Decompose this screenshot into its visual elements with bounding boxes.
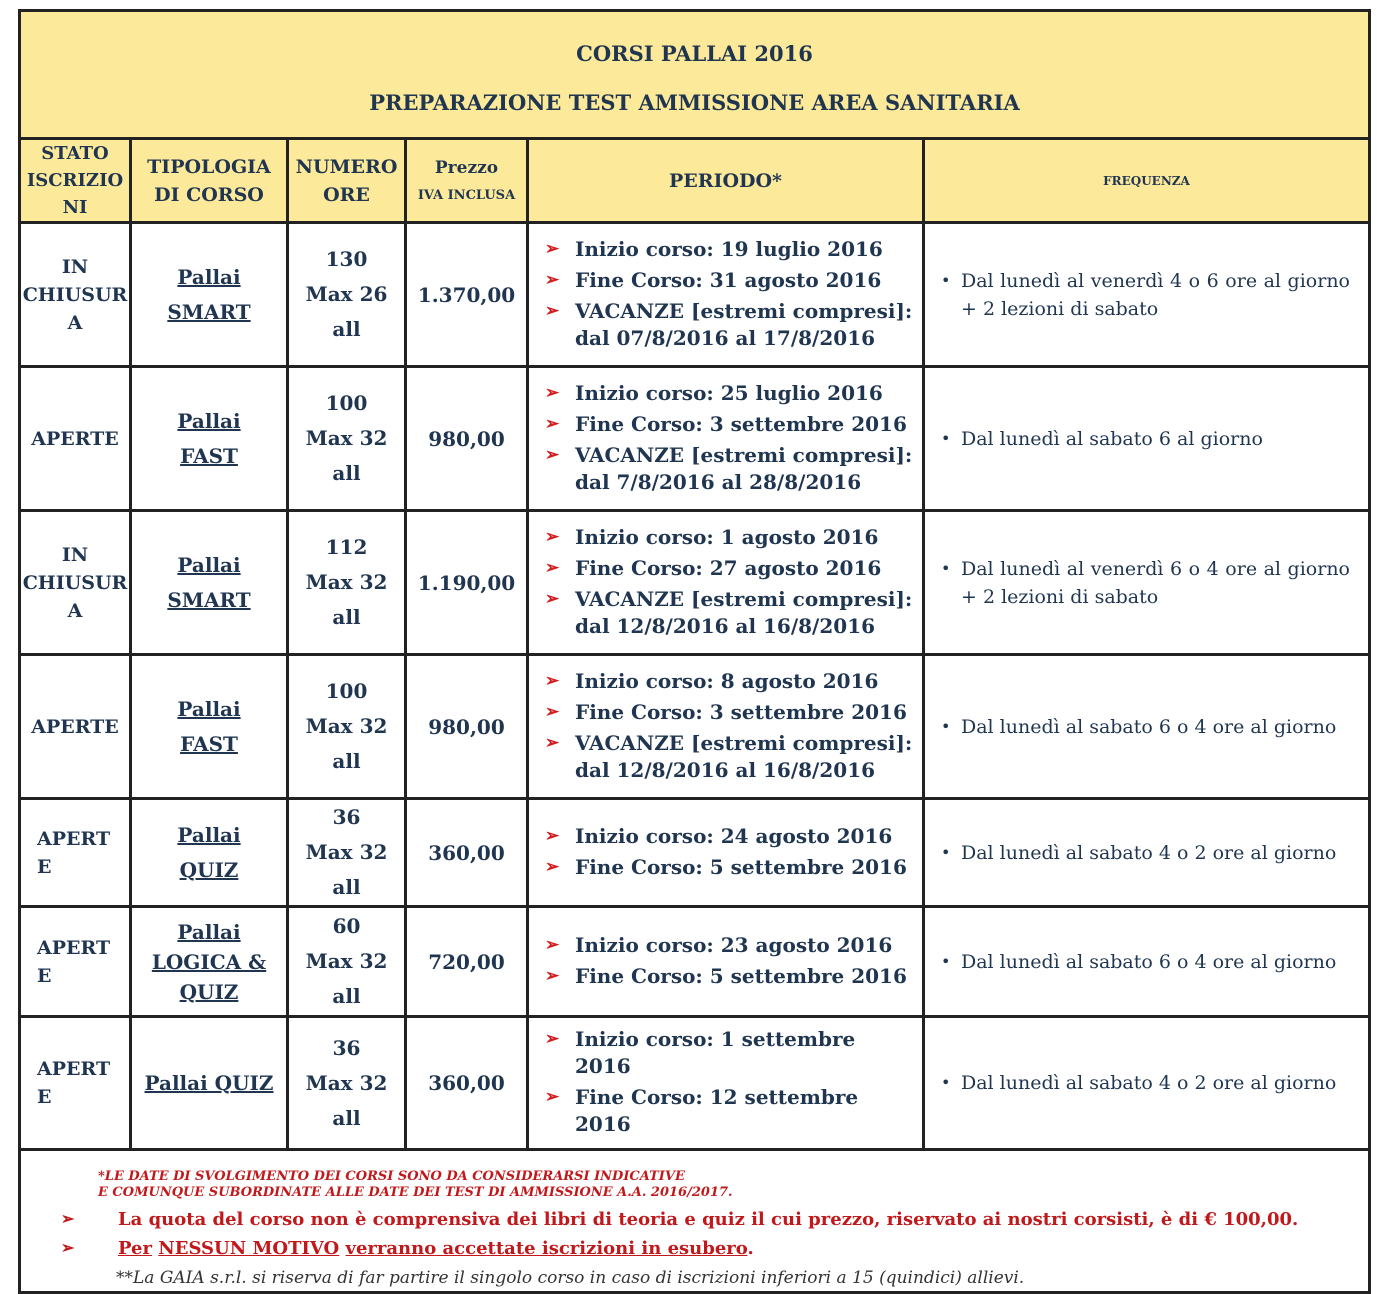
arrow-right-icon: ➢ xyxy=(545,856,560,877)
arrow-right-icon: ➢ xyxy=(61,1238,75,1257)
ore-cell: 60 Max 32 all xyxy=(288,907,406,1017)
page-title: CORSI PALLAI 2016 xyxy=(576,40,813,66)
table-row xyxy=(20,1017,1370,1150)
tipologia-cell[interactable]: Pallai LOGICA & QUIZ xyxy=(131,907,288,1017)
books-note: ➢ La quota del corso non è comprensiva dei libri di teoria e quiz il cui prezzo, riservato ai nostri corsisti, è di € 100,00. xyxy=(61,1209,1299,1230)
frequenza-cell: • Dal lunedì al sabato 6 o 4 ore al giorno xyxy=(924,907,1370,1017)
stato-cell: APERT E xyxy=(20,799,131,907)
arrow-right-icon: ➢ xyxy=(545,444,560,465)
table-row xyxy=(20,655,1370,799)
arrow-right-icon: ➢ xyxy=(545,934,560,955)
periodo-cell: ➢ Inizio corso: 24 agosto 2016 ➢ Fine Corso: 5 settembre 2016 xyxy=(528,799,924,907)
title-banner xyxy=(20,11,1370,139)
bullet-icon: • xyxy=(941,716,951,736)
arrow-right-icon: ➢ xyxy=(545,1029,560,1049)
courses-table xyxy=(18,9,1371,1294)
dates-disclaimer-continued: E COMUNQUE SUBORDINATE ALLE DATE DEI TEST DI AMMISSIONE A.A. 2016/2017. xyxy=(98,1185,733,1200)
periodo-cell: ➢ Inizio corso: 1 settembre 2016 ➢ Fine Corso: 12 settembre 2016 xyxy=(528,1017,924,1150)
arrow-right-icon: ➢ xyxy=(545,965,560,986)
stato-cell: APERT E xyxy=(20,1017,131,1150)
header-periodo: PERIODO* xyxy=(528,139,924,223)
periodo-cell: ➢ Inizio corso: 23 agosto 2016 ➢ Fine Corso: 5 settembre 2016 xyxy=(528,907,924,1017)
frequenza-cell: • Dal lunedì al venerdì 6 o 4 ore al giorno + 2 lezioni di sabato xyxy=(924,511,1370,655)
ore-cell: 36 Max 32 all xyxy=(288,1017,406,1150)
table-row xyxy=(20,367,1370,511)
frequenza-cell: • Dal lunedì al sabato 6 al giorno xyxy=(924,367,1370,511)
table-row xyxy=(20,799,1370,907)
table-header-row xyxy=(20,139,1370,223)
arrow-right-icon: ➢ xyxy=(545,382,560,403)
table-row xyxy=(20,907,1370,1017)
prezzo-cell: 720,00 xyxy=(406,907,528,1017)
tipologia-cell[interactable]: Pallai SMART xyxy=(131,223,288,367)
periodo-cell: ➢ Inizio corso: 1 agosto 2016 ➢ Fine Corso: 27 agosto 2016 ➢ VACANZE [estremi compresi]: dal 12/8/2016 al 16/8/2016 xyxy=(528,511,924,655)
arrow-right-icon: ➢ xyxy=(545,557,560,578)
periodo-cell: ➢ Inizio corso: 25 luglio 2016 ➢ Fine Corso: 3 settembre 2016 ➢ VACANZE [estremi compresi]: dal 7/8/2016 al 28/8/2016 xyxy=(528,367,924,511)
ore-cell: 100 Max 32 all xyxy=(288,655,406,799)
tipologia-cell[interactable]: Pallai QUIZ xyxy=(131,1017,288,1150)
notes-section xyxy=(20,1150,1370,1293)
stato-cell: APERTE xyxy=(20,655,131,799)
prezzo-cell: 360,00 xyxy=(406,799,528,907)
arrow-right-icon: ➢ xyxy=(545,701,560,722)
arrow-right-icon: ➢ xyxy=(545,413,560,434)
bullet-icon: • xyxy=(941,428,951,448)
stato-cell: APERT E xyxy=(20,907,131,1017)
frequenza-cell: • Dal lunedì al sabato 4 o 2 ore al giorno xyxy=(924,799,1370,907)
bullet-icon: • xyxy=(941,842,951,862)
frequenza-cell: • Dal lunedì al sabato 6 o 4 ore al giorno xyxy=(924,655,1370,799)
header-stato: STATO ISCRIZIO NI xyxy=(20,139,131,223)
arrow-right-icon: ➢ xyxy=(545,732,560,753)
stato-cell: IN CHIUSUR A xyxy=(20,223,131,367)
prezzo-cell: 980,00 xyxy=(406,367,528,511)
header-prezzo: Prezzo IVA INCLUSA xyxy=(406,139,528,223)
ore-cell: 36 Max 32 all xyxy=(288,799,406,907)
bullet-icon: • xyxy=(941,270,951,290)
stato-cell: APERTE xyxy=(20,367,131,511)
tipologia-cell[interactable]: Pallai QUIZ xyxy=(131,799,288,907)
frequenza-cell: • Dal lunedì al venerdì 4 o 6 ore al giorno + 2 lezioni di sabato xyxy=(924,223,1370,367)
periodo-cell: ➢ Inizio corso: 8 agosto 2016 ➢ Fine Corso: 3 settembre 2016 ➢ VACANZE [estremi compresi]: dal 12/8/2016 al 16/8/2016 xyxy=(528,655,924,799)
bullet-icon: • xyxy=(941,1073,951,1092)
dates-disclaimer: *LE DATE DI SVOLGIMENTO DEI CORSI SONO DA CONSIDERARSI INDICATIVE xyxy=(98,1169,685,1184)
overbooking-note: ➢ Per NESSUN MOTIVO verranno accettate iscrizioni in esubero. xyxy=(61,1238,754,1259)
arrow-right-icon: ➢ xyxy=(545,670,560,691)
arrow-right-icon: ➢ xyxy=(545,269,560,290)
periodo-cell: ➢ Inizio corso: 19 luglio 2016 ➢ Fine Corso: 31 agosto 2016 ➢ VACANZE [estremi compresi]: dal 07/8/2016 al 17/8/2016 xyxy=(528,223,924,367)
header-tipologia: TIPOLOGIA DI CORSO xyxy=(131,139,288,223)
prezzo-cell: 360,00 xyxy=(406,1017,528,1150)
arrow-right-icon: ➢ xyxy=(545,300,560,321)
tipologia-cell[interactable]: Pallai SMART xyxy=(131,511,288,655)
header-numero-ore: NUMERO ORE xyxy=(288,139,406,223)
header-frequenza: FREQUENZA xyxy=(924,139,1370,223)
arrow-right-icon: ➢ xyxy=(545,825,560,846)
ore-cell: 112 Max 32 all xyxy=(288,511,406,655)
arrow-right-icon: ➢ xyxy=(545,588,560,609)
table-row xyxy=(20,511,1370,655)
arrow-right-icon: ➢ xyxy=(545,238,560,259)
stato-cell: IN CHIUSUR A xyxy=(20,511,131,655)
page-subtitle: PREPARAZIONE TEST AMMISSIONE AREA SANITARIA xyxy=(369,89,1020,115)
tipologia-cell[interactable]: Pallai FAST xyxy=(131,655,288,799)
prezzo-cell: 980,00 xyxy=(406,655,528,799)
frequenza-cell: • Dal lunedì al sabato 4 o 2 ore al giorno xyxy=(924,1017,1370,1150)
table-row xyxy=(20,223,1370,367)
tipologia-cell[interactable]: Pallai FAST xyxy=(131,367,288,511)
bullet-icon: • xyxy=(941,558,951,578)
arrow-right-icon: ➢ xyxy=(61,1209,75,1228)
prezzo-cell: 1.370,00 xyxy=(406,223,528,367)
ore-cell: 100 Max 32 all xyxy=(288,367,406,511)
prezzo-cell: 1.190,00 xyxy=(406,511,528,655)
minimum-enrollment-note: **La GAIA s.r.l. si riserva di far partire il singolo corso in caso di iscrizioni inferiori a 15 (quindici) allievi. xyxy=(116,1268,1025,1288)
arrow-right-icon: ➢ xyxy=(545,526,560,547)
arrow-right-icon: ➢ xyxy=(545,1087,560,1107)
ore-cell: 130 Max 26 all xyxy=(288,223,406,367)
bullet-icon: • xyxy=(941,951,951,971)
